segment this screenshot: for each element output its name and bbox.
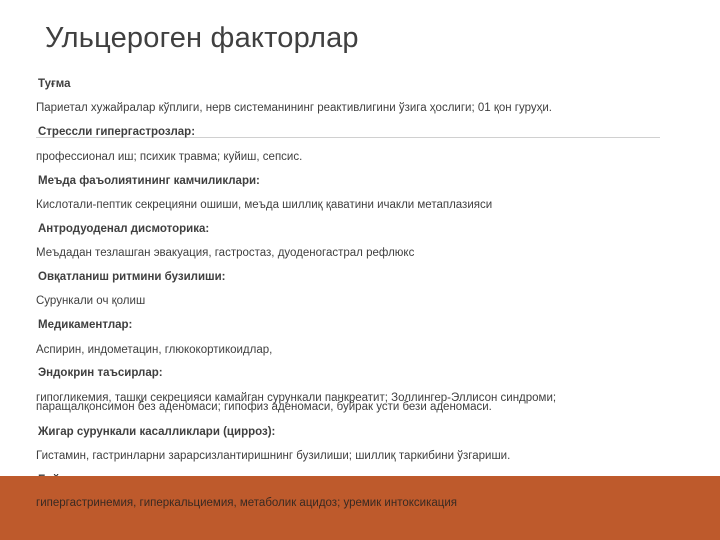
text-endocrine-2: паращалқонсимон без аденомаси; гипофиз аденомаси, буйрак усти бези аденомаси. [36,401,492,413]
heading-dysmotility: Антродуоденал дисмоторика: [38,223,210,235]
text-congenital: Париетал хужайралар кўплиги, нерв системанининг реактивлигини ўзига ҳослиги; 01 қон гуруҳи. [36,102,552,114]
text-diet: Сурункали оч қолиш [36,295,146,307]
text-stress: профессионал иш; психик травма; куйиш, сепсис. [36,151,303,163]
text-medications: Аспирин, индометацин, глюкокортикоидлар, [36,344,273,356]
slide-title: Ульцероген факторлар [45,22,359,54]
text-dysmotility: Меъдадан тезлашган эвакуация, гастростаз, дуоденогастрал рефлюкс [36,247,415,259]
heading-liver: Жигар сурункали касалликлари (цирроз): [38,426,276,438]
heading-diet: Овқатланиш ритмини бузилиши: [38,271,226,283]
text-stomach: Кислотали-пептик секрецияни ошиши, меъда шиллиқ қаватини ичакли метаплазияси [36,199,493,211]
heading-stomach: Меъда фаъолиятининг камчиликлари: [38,175,260,187]
text-liver: Гистамин, гастринларни зарарсизлантиришнинг бузилиши; шиллиқ таркибини ўзгариши. [36,450,511,462]
heading-congenital: Туғма [38,78,71,90]
heading-medications: Медикаментлар: [38,319,133,331]
text-endocrine-1: гипогликемия, ташқи секрецияси камайган сурункали панкреатит; Золлингер-Эллисон синдроми; [36,392,557,404]
heading-endocrine: Эндокрин таъсирлар: [38,367,163,379]
heading-stress: Стрессли гипергастрозлар: [38,126,196,138]
text-kidney: гипергастринемия, гиперкальциемия, метаболик ацидоз; уремик интоксикация [36,497,457,509]
